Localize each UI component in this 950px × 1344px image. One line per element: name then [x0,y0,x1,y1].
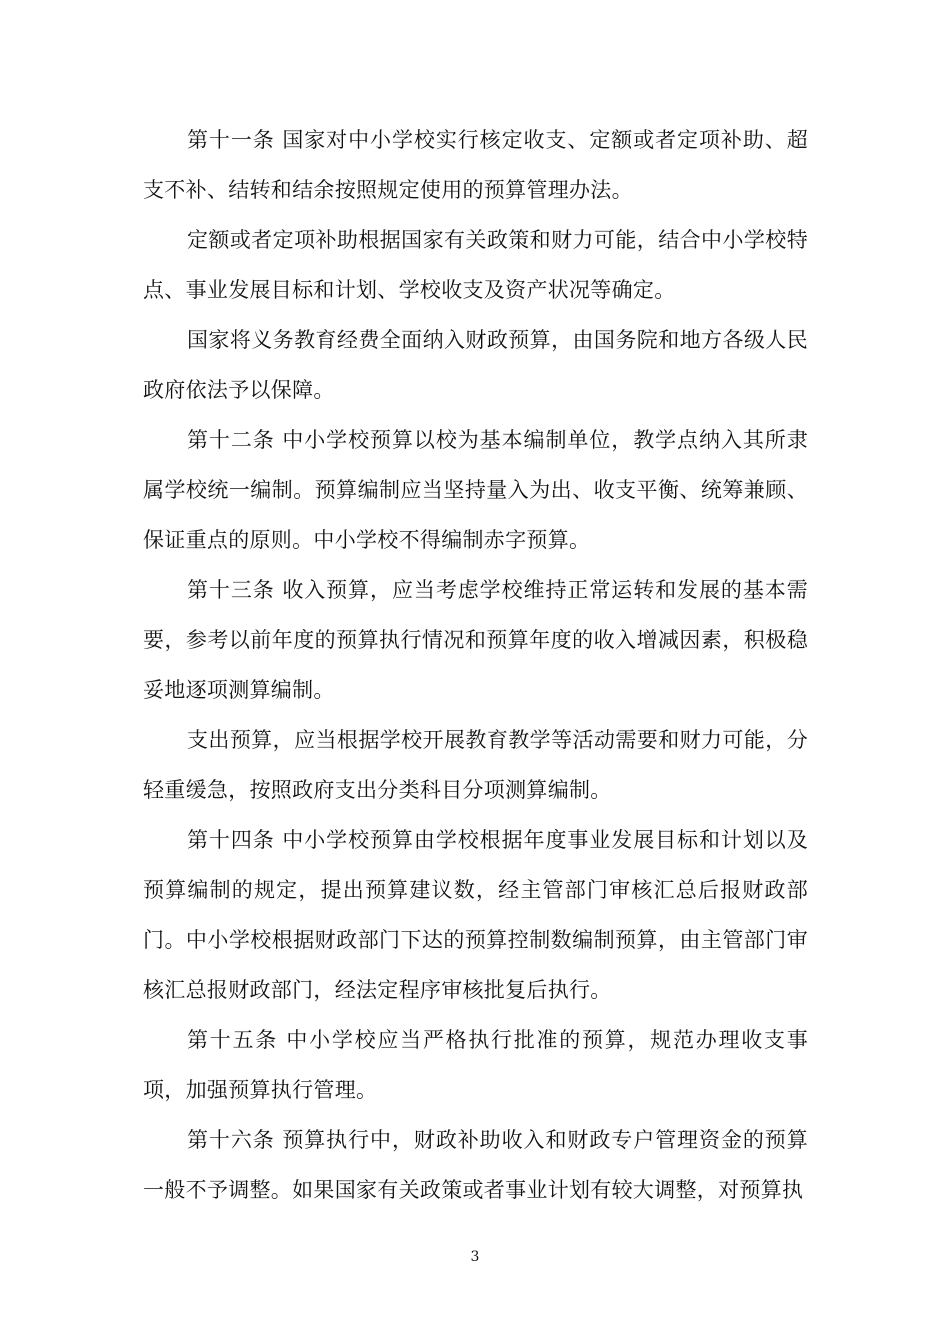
body-text [143,115,808,1215]
paragraph-article-14: 第十四条 中小学校预算由学校根据年度事业发展目标和计划以及预算编制的规定，提出预算建议数，经主管部门审核汇总后报财政部门。中小学校根据财政部门下达的预算控制数编制预算，由主管部门审核汇总报财政部门，经法定程序审核批复后执行。 [143,828,808,1002]
paragraph-article-12: 第十二条 中小学校预算以校为基本编制单位，教学点纳入其所隶属学校统一编制。预算编制应当坚持量入为出、收支平衡、统筹兼顾、保证重点的原则。中小学校不得编制赤字预算。 [143,428,808,552]
paragraph-expenditure-budget: 支出预算，应当根据学校开展教育教学等活动需要和财力可能，分轻重缓急，按照政府支出分类科目分项测算编制。 [143,728,808,802]
paragraph-article-11: 第十一条 国家对中小学校实行核定收支、定额或者定项补助、超支不补、结转和结余按照规定使用的预算管理办法。 [143,128,808,202]
paragraph-quota-subsidy: 定额或者定项补助根据国家有关政策和财力可能，结合中小学校特点、事业发展目标和计划、学校收支及资产状况等确定。 [143,228,808,302]
paragraph-article-13: 第十三条 收入预算，应当考虑学校维持正常运转和发展的基本需要，参考以前年度的预算执行情况和预算年度的收入增减因素，积极稳妥地逐项测算编制。 [143,578,808,702]
page-number: 3 [470,1249,480,1265]
paragraph-compulsory-education-funding: 国家将义务教育经费全面纳入财政预算，由国务院和地方各级人民政府依法予以保障。 [143,328,808,402]
paragraph-article-15: 第十五条 中小学校应当严格执行批准的预算，规范办理收支事项，加强预算执行管理。 [143,1028,808,1102]
paragraph-article-16: 第十六条 预算执行中，财政补助收入和财政专户管理资金的预算一般不予调整。如果国家有关政策或者事业计划有较大调整，对预算执 [143,1128,808,1202]
